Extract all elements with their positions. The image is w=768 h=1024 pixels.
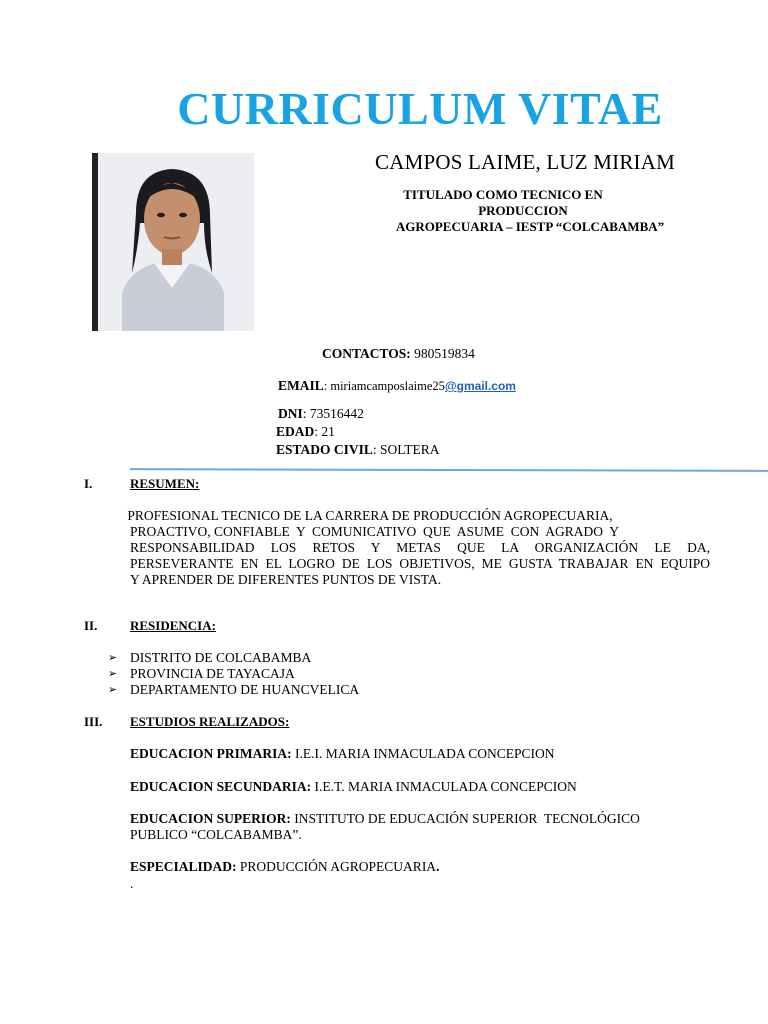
specialty-label: ESPECIALIDAD: [130,859,237,874]
summary-line: PROACTIVO, CONFIABLE Y COMUNICATIVO QUE ASUME CON AGRADO Y [130,524,620,539]
contacts-row [322,346,475,362]
section-number-summary: I. [84,476,93,491]
arrow-bullet-icon: ➢ [108,651,118,664]
specialty-end: . [436,859,440,874]
specialty-row [130,859,690,875]
primary-education-value: I.E.I. MARIA INMACULADA CONCEPCION [295,746,555,761]
email-domain-link[interactable]: @gmail.com [444,379,516,393]
dni-value: : 73516442 [302,406,364,421]
superior-education-value-line1: INSTITUTO DE EDUCACIÓN SUPERIOR TECNOLÓGICO [294,811,640,826]
civil-status-value: : SOLTERA [372,442,440,457]
dni-label: DNI [278,406,303,421]
secondary-education-row [130,779,690,795]
residence-item: PROVINCIA DE TAYACAJA [130,666,295,681]
civil-status-label: ESTADO CIVIL [276,442,373,457]
arrow-bullet-icon: ➢ [108,683,118,696]
residence-item: DEPARTAMENTO DE HUANCVELICA [130,682,360,697]
residence-list [108,650,359,698]
list-item [108,650,359,666]
civil-status-row [276,442,440,458]
dni-row [278,406,364,422]
contacts-value: 980519834 [414,346,475,361]
summary-line: Y APRENDER DE DIFERENTES PUNTOS DE VISTA. [130,572,442,587]
full-name: CAMPOS LAIME, LUZ MIRIAM [375,150,675,174]
profile-photo-image [92,153,254,331]
email-label: EMAIL [278,378,324,393]
arrow-bullet-icon: ➢ [108,667,118,680]
summary-line: RESPONSABILIDAD LOS RETOS Y METAS QUE LA ORGANIZACIÓN LE DA, [130,540,710,555]
list-item [108,666,359,682]
summary-paragraph [124,508,710,588]
subtitle-line-2: PRODUCCION [478,203,568,218]
summary-line: PERSEVERANTE EN EL LOGRO DE LOS OBJETIVOS, ME GUSTA TRABAJAR EN EQUIPO [130,556,710,571]
section-title-summary: RESUMEN: [130,476,200,491]
section-number-studies: III. [84,714,103,729]
superior-education-row [130,811,690,843]
list-item [108,682,359,698]
primary-education-label: EDUCACION PRIMARIA: [130,746,292,761]
specialty-value: PRODUCCIÓN AGROPECUARIA [239,859,437,874]
section-title-residence: RESIDENCIA: [130,618,216,633]
section-title-studies: ESTUDIOS REALIZADOS: [130,714,290,729]
age-row [276,424,335,440]
age-label: EDAD [276,424,315,439]
residence-item: DISTRITO DE COLCABAMBA [130,650,312,665]
trailing-dot: . [130,876,134,891]
section-number-residence: II. [84,618,98,633]
summary-line: PROFESIONAL TECNICO DE LA CARRERA DE PRODUCCIÓN AGROPECUARIA, [124,508,613,523]
email-row [278,378,516,394]
secondary-education-value: I.E.T. MARIA INMACULADA CONCEPCION [314,779,577,794]
secondary-education-label: EDUCACION SECUNDARIA: [130,779,312,794]
document-title: CURRICULUM VITAE [177,83,663,134]
contacts-label: CONTACTOS: [322,346,411,361]
superior-education-value-line2: PUBLICO “COLCABAMBA”. [130,827,302,842]
email-user: : miriamcamposlaime25 [323,379,445,393]
age-value: : 21 [314,424,335,439]
divider-line [130,468,768,472]
subtitle-line-1: TITULADO COMO TECNICO EN [403,187,603,202]
profile-photo [92,153,254,331]
primary-education-row [130,746,690,762]
superior-education-label: EDUCACION SUPERIOR: [130,811,291,826]
subtitle-line-3: AGROPECUARIA – IESTP “COLCABAMBA” [395,219,665,234]
